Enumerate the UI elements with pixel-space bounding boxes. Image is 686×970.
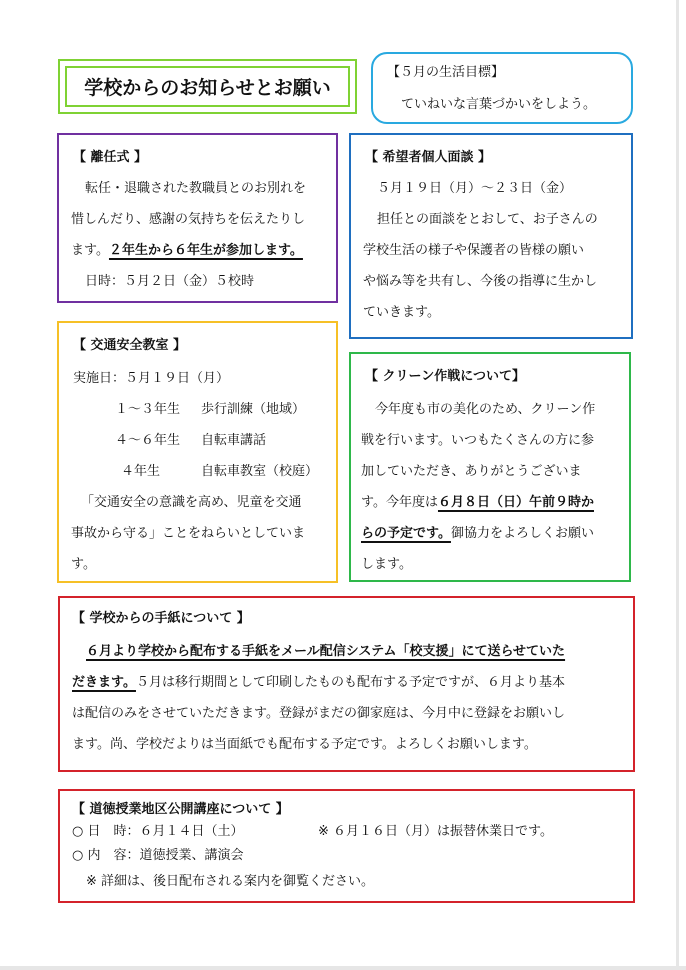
traffic-line: 事故から守る」ことをねらいとしていま <box>71 526 306 541</box>
farewell-highlight: ２年生から６年生が参加します。 <box>108 243 303 258</box>
traffic-heading: 【 交通安全教室 】 <box>73 338 187 353</box>
clean-line-suffix: 御協力をよろしくお願い <box>450 526 594 541</box>
traffic-schedule-row <box>59 425 318 456</box>
farewell-date: 日時：５月２日（金）５校時 <box>85 274 255 289</box>
traffic-schedule-row <box>59 456 318 487</box>
page-title: 学校からのお知らせとお願い <box>65 66 350 107</box>
letter-highlight: ６月より学校から配布する手紙をメール配信システム「校支援」にて送らせていた <box>86 644 566 659</box>
clean-line: 戦を行います。いつもたくさんの方に参 <box>361 433 594 448</box>
traffic-activity: 自転車教室（校庭） <box>201 464 319 479</box>
clean-line: します。 <box>361 557 412 572</box>
farewell-line <box>59 235 306 266</box>
interview-line: 学校生活の様子や保護者の皆様の願い <box>363 243 585 258</box>
moral-date: ○ 日 時：６月１４日（土） <box>72 824 244 839</box>
letter-line <box>60 667 565 698</box>
moral-lecture-section <box>58 789 635 903</box>
interview-line: や悩み等を共有し、今後の指導に生かし <box>363 274 598 289</box>
traffic-date: 実施日：５月１９日（月） <box>73 371 230 386</box>
letter-line: は配信のみをさせていただきます。登録がまだの御家庭は、今月中に登録をお願いし <box>72 706 565 721</box>
interview-heading: 【 希望者個人面談 】 <box>365 150 492 165</box>
page-edge-bottom <box>0 966 686 970</box>
interview-dates: ５月１９日（月）～２３日（金） <box>377 181 573 196</box>
farewell-line: 惜しんだり、感謝の気持ちを伝えたりし <box>71 212 306 227</box>
moral-note: ※ 詳細は、後日配布される案内を御覧ください。 <box>86 874 375 889</box>
farewell-line: 転任・退職された教職員とのお別れを <box>85 181 307 196</box>
letter-highlight: だきます。 <box>72 675 136 690</box>
traffic-line: す。 <box>71 557 96 572</box>
moral-heading: 【 道徳授業地区公開講座について 】 <box>72 802 289 817</box>
letter-heading: 【 学校からの手紙について 】 <box>72 611 250 626</box>
clean-campaign-section <box>349 352 631 582</box>
farewell-section <box>57 133 338 303</box>
traffic-line: 「交通安全の意識を高め、児童を交通 <box>81 495 302 510</box>
clean-line: 加していただき、ありがとうございま <box>361 464 582 479</box>
traffic-grade: ４年生 <box>121 464 161 479</box>
moral-date-note: ※ ６月１６日（月）は振替休業日です。 <box>318 824 553 839</box>
title-box <box>58 59 357 114</box>
goal-text: ていねいな言葉づかいをしよう。 <box>401 97 597 112</box>
interview-line: ていきます。 <box>363 305 440 320</box>
clean-highlight: ６月８日（日）午前９時か <box>437 495 594 510</box>
interview-line: 担任との面談をとおして、お子さんの <box>377 212 598 227</box>
farewell-heading: 【 離任式 】 <box>73 150 148 165</box>
clean-line <box>351 487 595 518</box>
traffic-grade: ４～６年生 <box>115 433 181 448</box>
farewell-line-prefix: ます。 <box>71 243 109 258</box>
letter-line-suffix: ５月は移行期間として印刷したものも配布する予定ですが、６月より基本 <box>135 675 565 690</box>
goal-heading: 【５月の生活目標】 <box>387 65 505 80</box>
moral-content: ○ 内 容：道徳授業、講演会 <box>72 848 244 863</box>
clean-highlight: らの予定です。 <box>361 526 451 541</box>
clean-line: 今年度も市の美化のため、クリーン作 <box>375 402 596 417</box>
traffic-activity: 歩行訓練（地域） <box>201 402 306 417</box>
clean-line <box>351 518 595 549</box>
letter-line: ます。尚、学校だよりは当面紙でも配布する予定です。よろしくお願いします。 <box>72 737 537 752</box>
traffic-grade: １～３年生 <box>115 402 181 417</box>
page-edge-right <box>676 0 679 970</box>
clean-heading: 【 クリーン作戦について】 <box>365 369 526 384</box>
clean-line-prefix: す。今年度は <box>361 495 438 510</box>
traffic-safety-section <box>57 321 338 583</box>
letter-section <box>58 596 635 772</box>
monthly-goal-box <box>371 52 633 124</box>
traffic-activity: 自転車講話 <box>201 433 267 448</box>
interview-section <box>349 133 633 339</box>
traffic-schedule-row <box>59 394 318 425</box>
